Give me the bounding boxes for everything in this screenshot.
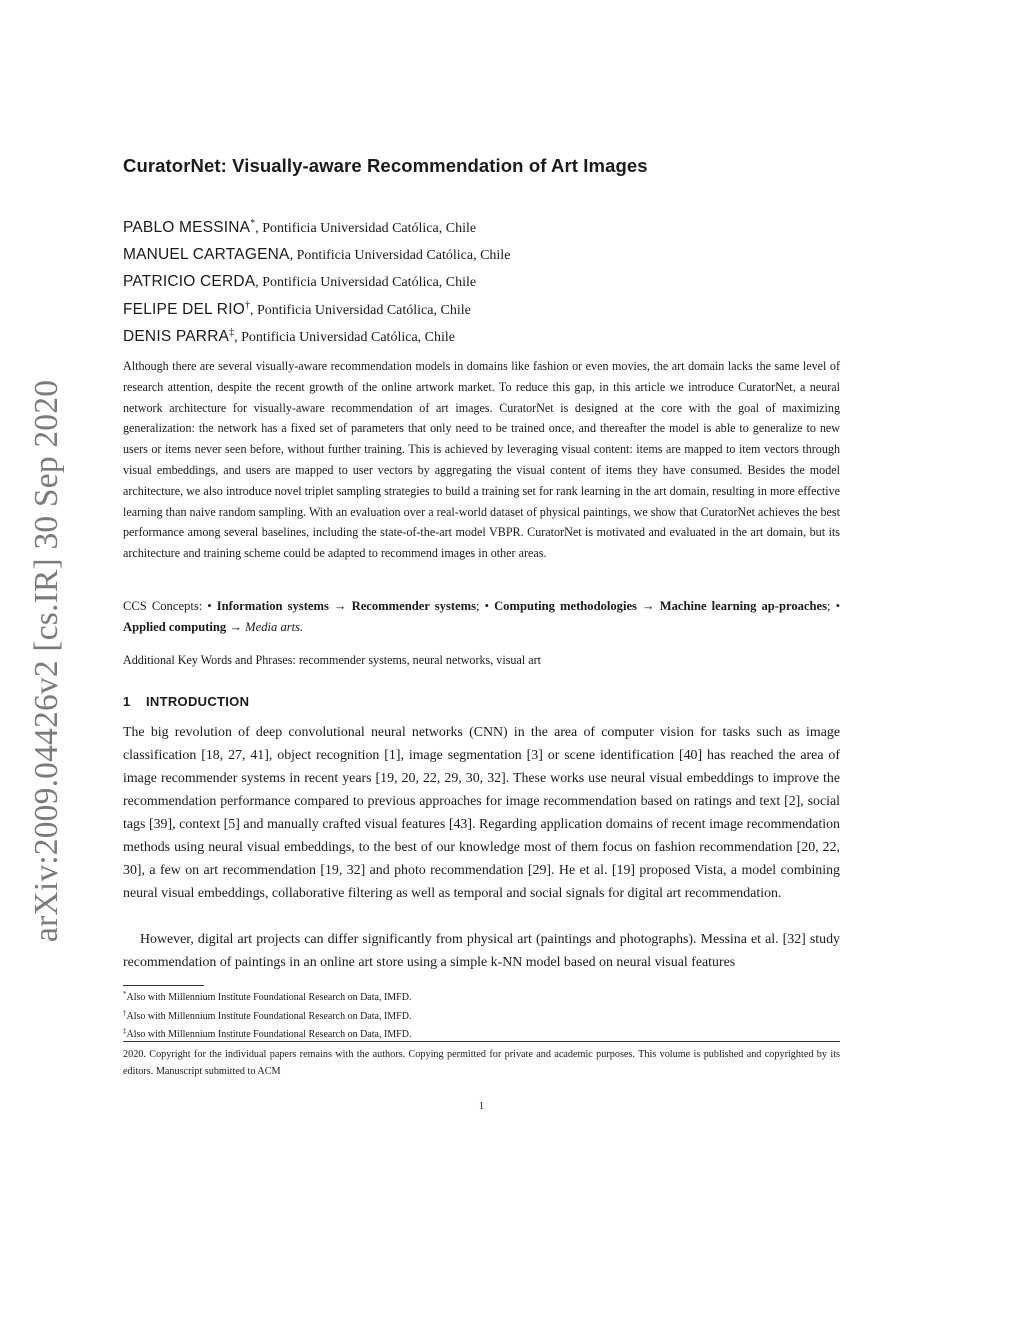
author-name: PABLO MESSINA bbox=[123, 219, 251, 236]
body-paragraph: The big revolution of deep convolutional neural networks (CNN) in the area of computer vision for tasks such as image classification [18, 27, 41], object recognition [1], image segmentation [3] or scene identification [40] has reached the area of image recommender systems in recent years [19, 20, 22, 29, 30, 32]. These works use neural visual embeddings to improve the recommendation performance compared to previous approaches for image recommendation based on ratings and text [2], social tags [39], context [5] and manually crafted visual features [43]. Regarding application domains of recent image recommendation methods using neural visual embeddings, to the best of our knowledge most of them focus on fashion recommendation [20, 22, 30], a few on art recommendation [19, 32] and photo recommendation [29]. He et al. [19] proposed Vista, a model combining neural visual embeddings, collaborative filtering as well as temporal and social signals for digital art recommendation. bbox=[123, 725, 840, 901]
author-affiliation: , Pontificia Universidad Católica, Chile bbox=[289, 248, 511, 264]
abstract: Although there are several visually-aware recommendation models in domains like fashion or even movies, the art domain lacks the same level of research attention, despite the recent growth of the online artwork market. To reduce this gap, in this article we introduce CuratorNet, a neural network architecture for visually-aware recommendation of art images. CuratorNet is designed at the core with the goal of maximizing generalization: the network has a fixed set of parameters that only need to be trained once, and thereafter the model is able to generalize to new users or items never seen before, without further training. This is achieved by leveraging visual content: items are mapped to item vectors through visual embeddings, and users are mapped to user vectors by aggregating the visual content of items they have consumed. Besides the model architecture, we also introduce novel triplet sampling strategies to build a training set for rank learning in the art domain, resulting in more effective learning than naive random sampling. With an evaluation over a real-world dataset of physical paintings, we show that CuratorNet achieves the best performance among several baselines, including the state-of-the-art model VBPR. CuratorNet is motivated and evaluated in the art domain, but its architecture and training scheme could be adapted to recommend images in other areas. bbox=[123, 359, 840, 561]
footnotes bbox=[123, 987, 411, 1043]
author-affiliation: , Pontificia Universidad Católica, Chile bbox=[255, 275, 477, 291]
copyright-notice: 2020. Copyright for the individual papers remains with the authors. Copying permitted for private and academic purposes. This volume is published and copyrighted by its editors. Manuscript submitted to ACM bbox=[123, 1049, 840, 1077]
ccs-concept: Machine learning ap-proaches bbox=[659, 599, 827, 613]
author-entry bbox=[123, 294, 510, 321]
footnote-text: Also with Millennium Institute Foundational Research on Data, IMFD. bbox=[126, 992, 412, 1003]
ccs-concept: Media arts. bbox=[245, 620, 304, 634]
ccs-bullet: • bbox=[207, 599, 217, 613]
author-list bbox=[123, 212, 510, 348]
ccs-concept: Applied computing bbox=[123, 620, 227, 634]
ccs-separator: ; bbox=[476, 599, 485, 613]
ccs-bullet: • bbox=[835, 599, 840, 613]
author-entry bbox=[123, 239, 510, 266]
author-entry bbox=[123, 212, 510, 239]
author-name: FELIPE DEL RIO bbox=[123, 300, 245, 318]
author-entry bbox=[123, 321, 510, 348]
ccs-concepts bbox=[123, 596, 840, 638]
footnote bbox=[123, 1024, 411, 1043]
section-title: INTRODUCTION bbox=[146, 694, 250, 709]
ccs-arrow: → bbox=[328, 599, 352, 613]
author-affiliation: , Pontificia Universidad Católica, Chile bbox=[234, 329, 455, 345]
ccs-concept: Information systems bbox=[216, 599, 329, 613]
page-number: 1 bbox=[478, 1101, 485, 1112]
ccs-label: CCS Concepts: bbox=[123, 599, 208, 613]
footnote-divider bbox=[123, 985, 204, 986]
author-footnote-mark: ‡ bbox=[229, 326, 235, 338]
author-footnote-mark: * bbox=[250, 218, 256, 229]
footnote-mark: ‡ bbox=[123, 1027, 127, 1035]
section-number: 1 bbox=[123, 694, 131, 709]
ccs-arrow: → bbox=[636, 599, 660, 613]
body-paragraph: However, digital art projects can differ significantly from physical art (paintings and photographs). Messina et al. [32] study recommendation of paintings in an online art store using a simple k-NN model based on neural visual features bbox=[123, 932, 840, 970]
author-name: DENIS PARRA bbox=[123, 327, 230, 345]
footnote bbox=[123, 987, 411, 1006]
ccs-separator: ; bbox=[827, 599, 836, 613]
copyright-divider bbox=[123, 1041, 840, 1042]
footnote-text: Also with Millennium Institute Foundational Research on Data, IMFD. bbox=[126, 1029, 412, 1040]
ccs-bullet: • bbox=[484, 599, 495, 613]
author-affiliation: , Pontificia Universidad Católica, Chile bbox=[249, 302, 471, 318]
keywords: Additional Key Words and Phrases: recommender systems, neural networks, visual art bbox=[123, 653, 541, 667]
ccs-concept: Recommender systems bbox=[351, 599, 477, 613]
author-footnote-mark: † bbox=[244, 299, 250, 311]
footnote-text: Also with Millennium Institute Foundational Research on Data, IMFD. bbox=[126, 1010, 412, 1022]
ccs-concept: Computing methodologies bbox=[494, 599, 637, 613]
author-entry bbox=[123, 266, 510, 293]
section-heading bbox=[123, 694, 249, 709]
footnote bbox=[123, 1006, 411, 1025]
footnote-mark: * bbox=[123, 990, 127, 998]
paper-title: CuratorNet: Visually-aware Recommendation of Art Images bbox=[123, 155, 648, 176]
arxiv-identifier-stamp: arXiv:2009.04426v2 [cs.IR] 30 Sep 2020 bbox=[28, 379, 65, 942]
footnote-mark: † bbox=[123, 1008, 127, 1017]
author-affiliation: , Pontificia Universidad Católica, Chile bbox=[255, 221, 477, 236]
ccs-arrow: → bbox=[226, 620, 246, 634]
author-name: MANUEL CARTAGENA bbox=[123, 246, 290, 264]
author-name: PATRICIO CERDA bbox=[123, 273, 256, 291]
